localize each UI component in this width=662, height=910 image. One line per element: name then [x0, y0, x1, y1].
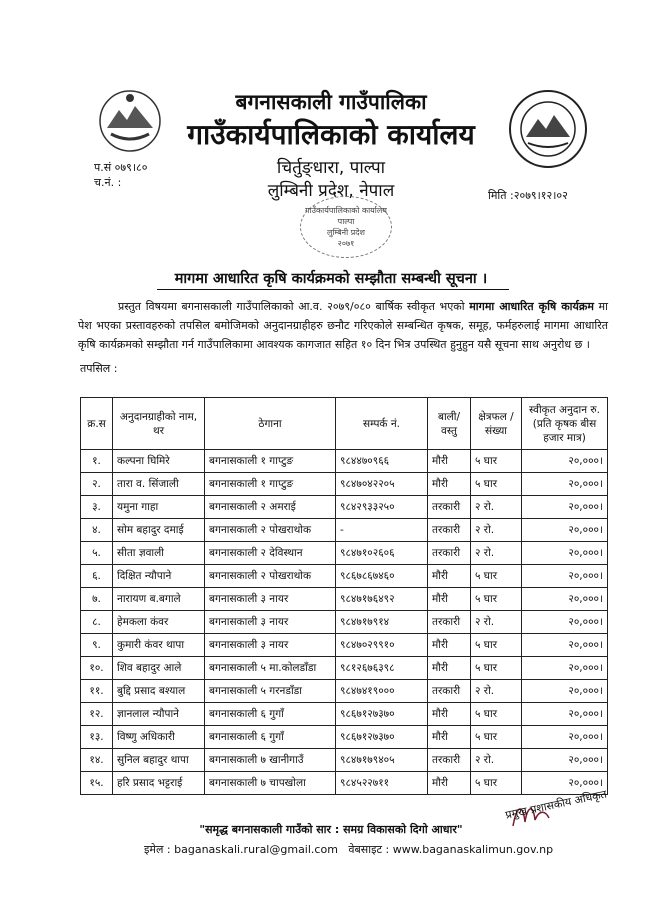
cell-contact: ९८४७१७९१४: [336, 611, 428, 634]
cell-address: बगनासकाली २ देविस्थान: [205, 542, 336, 565]
cell-area: ५ घार: [471, 473, 522, 496]
col-header-area: क्षेत्रफल /संख्या: [471, 398, 522, 450]
cell-name: हरि प्रसाद भट्टराई: [113, 772, 205, 795]
cell-area: ५ घार: [471, 726, 522, 749]
document-date: मिति :२०७९।१२।०२: [488, 189, 568, 202]
cell-grant: २०,०००।: [522, 565, 608, 588]
subject-underline: [157, 289, 509, 290]
table-row: [81, 611, 608, 634]
cell-sn: १३.: [81, 726, 113, 749]
table-header-row: [81, 398, 608, 450]
cell-sn: १२.: [81, 703, 113, 726]
cell-sn: ६.: [81, 565, 113, 588]
cell-contact: -: [336, 519, 428, 542]
cell-crop: मौरी: [428, 565, 471, 588]
dispatch-number: च.नं. :: [94, 176, 122, 189]
table-row: [81, 634, 608, 657]
cell-crop: मौरी: [428, 726, 471, 749]
cell-area: २ रो.: [471, 496, 522, 519]
cell-grant: २०,०००।: [522, 680, 608, 703]
cell-area: ५ घार: [471, 634, 522, 657]
footer-slogan: "समृद्ध बगनासकाली गाउँको सार : समग्र विकासको दिगो आधार": [199, 823, 463, 836]
cell-name: ज्ञानलाल न्यौपाने: [113, 703, 205, 726]
table-row: [81, 542, 608, 565]
cell-address: बगनासकाली ३ नायर: [205, 588, 336, 611]
cell-contact: ९८४७१७९४०५: [336, 749, 428, 772]
cell-grant: २०,०००।: [522, 657, 608, 680]
email-text: इमेल : baganaskali.rural@gmail.com: [144, 843, 338, 856]
cell-address: बगनासकाली २ अमराई: [205, 496, 336, 519]
cell-contact: ९८४७४१९०००: [336, 680, 428, 703]
table-row: [81, 473, 608, 496]
cell-sn: ३.: [81, 496, 113, 519]
cell-contact: ९८६७१२७३७०: [336, 703, 428, 726]
cell-name: सुनिल बहादुर थापा: [113, 749, 205, 772]
cell-sn: ७.: [81, 588, 113, 611]
cell-area: ५ घार: [471, 565, 522, 588]
cell-sn: ११.: [81, 680, 113, 703]
cell-name: दिक्षित न्यौपाने: [113, 565, 205, 588]
cell-crop: मौरी: [428, 588, 471, 611]
cell-contact: ९८६७८६७४६०: [336, 565, 428, 588]
col-header-sn: क्र.स: [81, 398, 113, 450]
table-row: [81, 726, 608, 749]
cell-name: कुमारी कंवर थापा: [113, 634, 205, 657]
cell-grant: २०,०००।: [522, 749, 608, 772]
table-row: [81, 703, 608, 726]
cell-area: ५ घार: [471, 588, 522, 611]
cell-area: ५ घार: [471, 657, 522, 680]
office-location: चिर्तुङ्धारा, पाल्पा: [276, 158, 386, 178]
cell-contact: ९८४७१७६४९२: [336, 588, 428, 611]
cell-contact: ९८४४७०९६६: [336, 450, 428, 473]
cell-name: विष्णु अधिकारी: [113, 726, 205, 749]
cell-grant: २०,०००।: [522, 703, 608, 726]
cell-contact: ९८४७०४२२०५: [336, 473, 428, 496]
notice-body: प्रस्तुत विषयमा बगनासकाली गाउँपालिकाको आ.व. २०७९/०८० बार्षिक स्वीकृत भएको मागमा आधारित कृषि कार्यक्रम मा पेश भएका प्रस्तावहरुको तपसिल बमोजिमको अनुदानग्राहीहरु छनौट गरिएकोले सम्बन्धित कृषक, समूह, फर्महरुलाई मागमा आधारित कृषि कार्यक्रमको सम्झौता गर्न गाउँपालिकामा आवश्यक कागजात सहित १० दिन भित्र उपस्थित हुनुहुन यसै सूचना साथ अनुरोध छ ।: [78, 300, 608, 351]
website-text: वेबसाइट : www.baganaskalimun.gov.np: [348, 843, 554, 856]
cell-area: ५ घार: [471, 703, 522, 726]
col-header-address: ठेगाना: [205, 398, 336, 450]
cell-grant: २०,०००।: [522, 519, 608, 542]
cell-contact: ९८४७०२९९१०: [336, 634, 428, 657]
cell-crop: मौरी: [428, 657, 471, 680]
col-header-contact: सम्पर्क नं.: [336, 398, 428, 450]
cell-grant: २०,०००।: [522, 450, 608, 473]
cell-contact: ९८६७१२७३७०: [336, 726, 428, 749]
cell-contact: ९८४२९३३२५०: [336, 496, 428, 519]
cell-address: बगनासकाली ७ खानीगाउँ: [205, 749, 336, 772]
cell-grant: २०,०००।: [522, 496, 608, 519]
col-header-grant: स्वीकृत अनुदान रु. (प्रति कृषक बीस हजार मात्र): [522, 398, 608, 450]
cell-address: बगनासकाली ६ गुगाँ: [205, 703, 336, 726]
cell-sn: ५.: [81, 542, 113, 565]
cell-sn: ८.: [81, 611, 113, 634]
office-stamp: गाउँकार्यपालिकाको कार्यालय पाल्पा लुम्बिनी प्रदेश २०७१: [300, 196, 392, 258]
details-label: तपसिल :: [80, 362, 118, 375]
notice-subject: मागमा आधारित कृषि कार्यक्रमको सम्झौता सम्बन्धी सूचना ।: [174, 271, 488, 287]
table-row: [81, 565, 608, 588]
cell-crop: तरकारी: [428, 542, 471, 565]
cell-name: हेमकला कंवर: [113, 611, 205, 634]
cell-address: बगनासकाली ३ नायर: [205, 611, 336, 634]
cell-crop: मौरी: [428, 473, 471, 496]
cell-crop: मौरी: [428, 634, 471, 657]
cell-sn: १५.: [81, 772, 113, 795]
table-row: [81, 749, 608, 772]
cell-grant: २०,०००।: [522, 588, 608, 611]
cell-crop: तरकारी: [428, 749, 471, 772]
cell-area: २ रो.: [471, 680, 522, 703]
cell-sn: ४.: [81, 519, 113, 542]
table-row: [81, 519, 608, 542]
cell-grant: २०,०००।: [522, 726, 608, 749]
cell-grant: २०,०००।: [522, 542, 608, 565]
cell-address: बगनासकाली ७ चापखोला: [205, 772, 336, 795]
cell-sn: २.: [81, 473, 113, 496]
cell-sn: १४.: [81, 749, 113, 772]
cell-grant: २०,०००।: [522, 634, 608, 657]
cell-name: बुद्दि प्रसाद बश्याल: [113, 680, 205, 703]
cell-address: बगनासकाली ६ गुगाँ: [205, 726, 336, 749]
municipality-logo-icon: [508, 89, 588, 169]
municipality-name: बगनासकाली गाउँपालिका: [235, 90, 427, 114]
cell-address: बगनासकाली १ गाप्टुङ: [205, 473, 336, 496]
cell-address: बगनासकाली २ पोखराथोक: [205, 519, 336, 542]
signatory-title: प्रमुख प्रशासकीय अधिकृत: [504, 787, 608, 822]
cell-address: बगनासकाली ५ गरनडाँडा: [205, 680, 336, 703]
cell-contact: ९८४५२२७११: [336, 772, 428, 795]
cell-name: सीता ज्ञवाली: [113, 542, 205, 565]
cell-area: २ रो.: [471, 611, 522, 634]
cell-crop: तरकारी: [428, 496, 471, 519]
cell-contact: ९८४७१०२६०६: [336, 542, 428, 565]
cell-area: ५ घार: [471, 772, 522, 795]
cell-grant: २०,०००।: [522, 473, 608, 496]
table-row: [81, 496, 608, 519]
cell-area: २ रो.: [471, 542, 522, 565]
cell-name: नारायण ब.बगाले: [113, 588, 205, 611]
table-row: [81, 450, 608, 473]
office-name: गाउँकार्यपालिकाको कार्यालय: [187, 118, 475, 151]
cell-area: ५ घार: [471, 450, 522, 473]
cell-crop: मौरी: [428, 772, 471, 795]
cell-grant: २०,०००।: [522, 772, 608, 795]
cell-crop: तरकारी: [428, 519, 471, 542]
cell-area: २ रो.: [471, 519, 522, 542]
cell-address: बगनासकाली ५ मा.कोलडाँडा: [205, 657, 336, 680]
cell-address: बगनासकाली ३ नायर: [205, 634, 336, 657]
cell-crop: तरकारी: [428, 611, 471, 634]
cell-name: कल्पना घिमिरे: [113, 450, 205, 473]
table-row: [81, 657, 608, 680]
table-row: [81, 772, 608, 795]
cell-name: तारा व. सिंजाली: [113, 473, 205, 496]
cell-crop: मौरी: [428, 703, 471, 726]
footer-contact: [144, 842, 553, 857]
cell-contact: ९८१२६७६३९८: [336, 657, 428, 680]
cell-name: यमुना गाहा: [113, 496, 205, 519]
col-header-name: अनुदानग्राहीको नाम, थर: [113, 398, 205, 450]
cell-name: सोम बहादुर दमाई: [113, 519, 205, 542]
cell-address: बगनासकाली २ पोखराथोक: [205, 565, 336, 588]
cell-address: बगनासकाली १ गाप्टुङ: [205, 450, 336, 473]
table-row: [81, 680, 608, 703]
cell-area: २ रो.: [471, 749, 522, 772]
cell-sn: १.: [81, 450, 113, 473]
reference-number: प.सं ०७९।८०: [94, 161, 148, 174]
cell-name: शिव बहादुर आले: [113, 657, 205, 680]
cell-sn: ९.: [81, 634, 113, 657]
col-header-crop: बाली/ वस्तु: [428, 398, 471, 450]
cell-crop: तरकारी: [428, 680, 471, 703]
grantee-table: [80, 397, 608, 795]
office-province: लुम्बिनी प्रदेश, नेपाल: [267, 181, 395, 201]
cell-sn: १०.: [81, 657, 113, 680]
table-row: [81, 588, 608, 611]
cell-grant: २०,०००।: [522, 611, 608, 634]
cell-crop: मौरी: [428, 450, 471, 473]
